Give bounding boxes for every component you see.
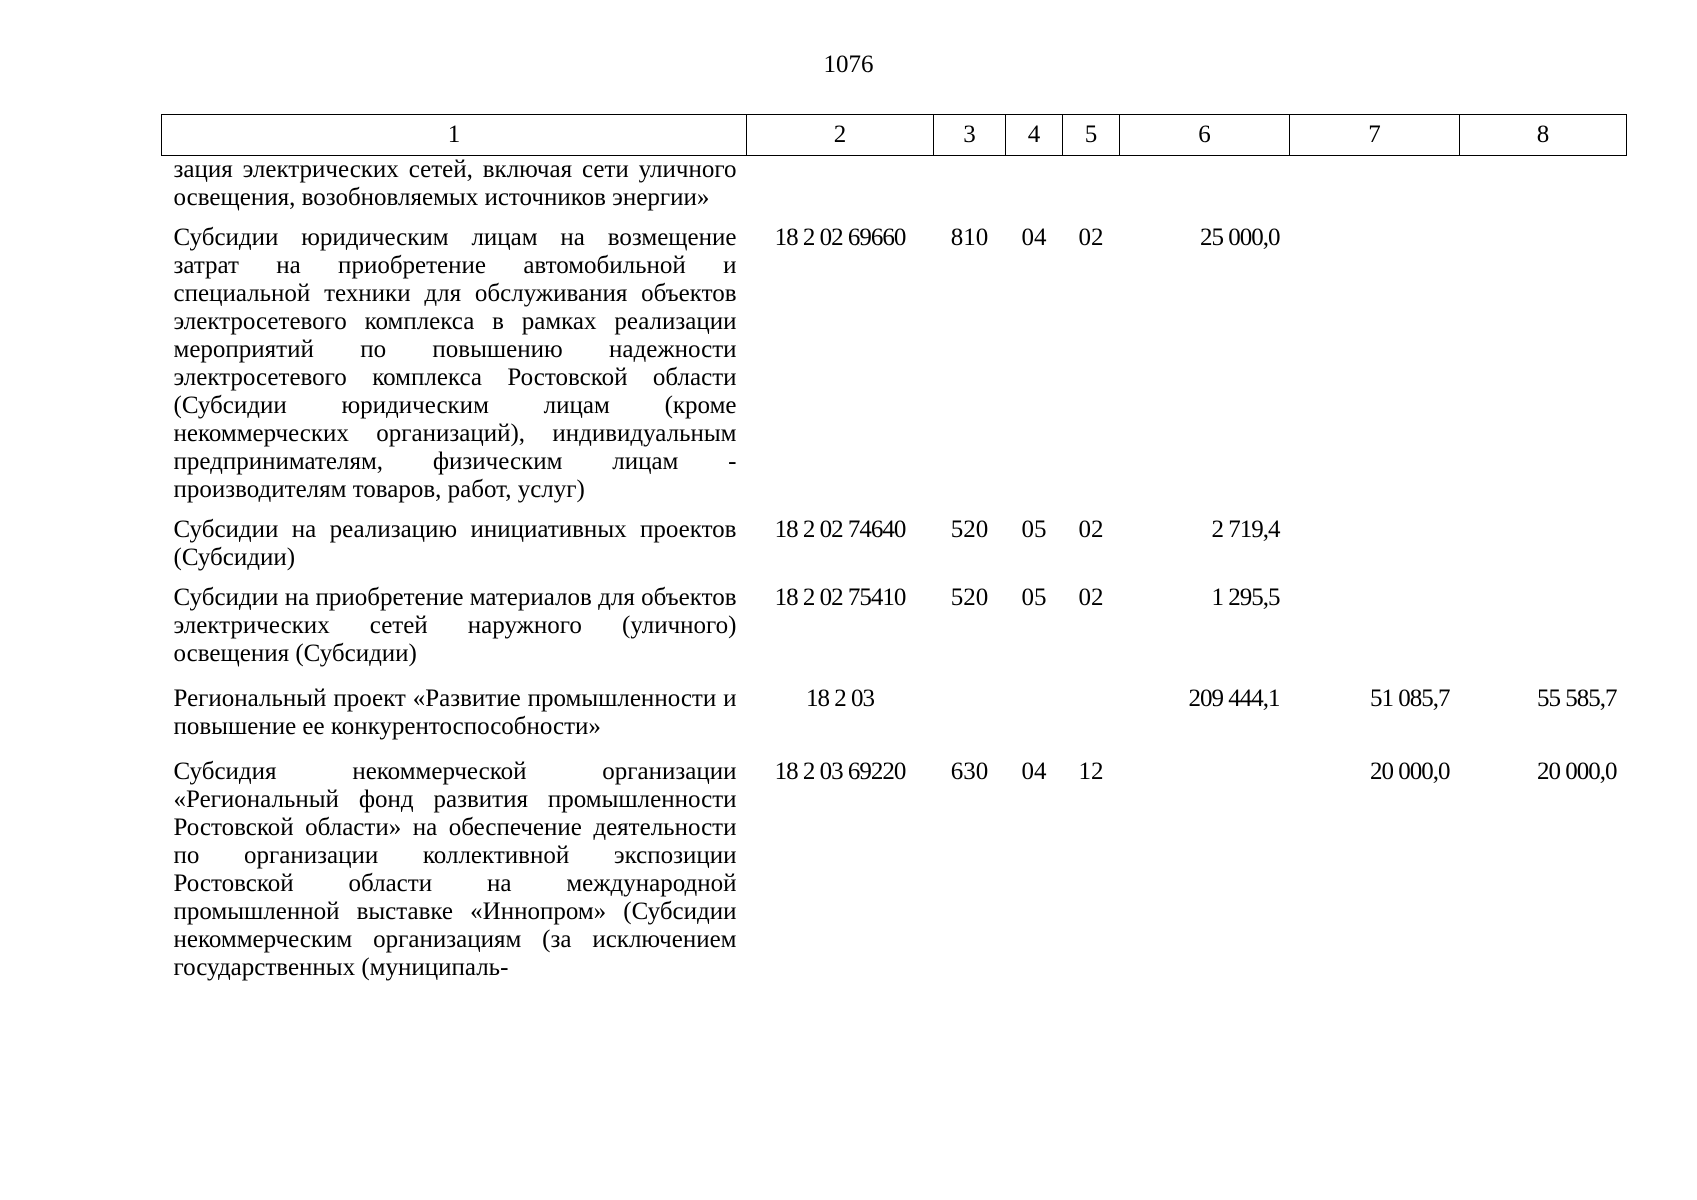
row-section: 05 [1021, 584, 1047, 611]
row-amount-col6 [1120, 156, 1290, 213]
row-description: Субсидия некоммерческой организации «Региональный фонд развития промышленности Ростовской области» на обеспечение деятельности по организации коллективной экспозиции Ростовской области на международной промышленной выставке «Иннопром» (Субсидии некоммерческим организациям (за исключением государственных (муниципаль- [173, 758, 737, 981]
row-code: 18 2 03 [806, 685, 874, 712]
row-amount-col7: 20 000,0 [1370, 758, 1450, 785]
row-amount-col6: 25 000,0 [1200, 224, 1280, 251]
row-amount-col7: 51 085,7 [1370, 685, 1450, 712]
row-description: Региональный проект «Развитие промышленности и повышение ее конкурентоспособности» [173, 685, 737, 740]
row-amount-col8 [1460, 212, 1627, 504]
row-code: 18 2 02 74640 [774, 516, 906, 543]
row-expense-type [934, 668, 1006, 741]
table-row [162, 572, 1627, 668]
row-amount-col7 [1290, 572, 1460, 668]
table-row [162, 504, 1627, 572]
row-section: 05 [1021, 516, 1047, 543]
row-subsection: 02 [1078, 224, 1104, 251]
row-amount-col8 [1460, 504, 1627, 572]
row-amount-col8 [1460, 572, 1627, 668]
row-amount-col7 [1290, 212, 1460, 504]
row-amount-col8: 55 585,7 [1537, 685, 1617, 712]
row-code: 18 2 02 75410 [774, 584, 906, 611]
table-row [162, 212, 1627, 504]
row-subsection: 02 [1078, 516, 1104, 543]
row-description: зация электрических сетей, включая сети уличного освещения, возобновляемых источников энергии» [173, 156, 737, 211]
row-amount-col6: 209 444,1 [1188, 685, 1280, 712]
row-subsection: 02 [1078, 584, 1104, 611]
table-row [162, 741, 1627, 982]
row-subsection [1063, 668, 1120, 741]
row-section [1006, 668, 1063, 741]
budget-table [161, 114, 1627, 982]
row-subsection: 12 [1078, 758, 1104, 785]
row-amount-col7 [1290, 156, 1460, 213]
table-row [162, 156, 1627, 213]
column-header: 7 [1290, 115, 1460, 156]
row-description: Субсидии на приобретение материалов для объектов электрических сетей наружного (уличного) освещения (Субсидии) [173, 584, 737, 667]
row-code: 18 2 02 69660 [774, 224, 906, 251]
column-header: 4 [1006, 115, 1063, 156]
row-amount-col6: 2 719,4 [1211, 516, 1280, 543]
table-row [162, 668, 1627, 741]
column-header: 5 [1063, 115, 1120, 156]
row-code [747, 156, 934, 213]
row-expense-type: 630 [950, 758, 989, 785]
page-number: 1076 [823, 51, 874, 78]
row-section: 04 [1021, 758, 1047, 785]
header-row [162, 115, 1627, 156]
row-section [1006, 156, 1063, 213]
row-amount-col7 [1290, 504, 1460, 572]
column-header: 1 [162, 115, 747, 156]
row-description: Субсидии на реализацию инициативных проектов (Субсидии) [173, 516, 737, 571]
row-amount-col8: 20 000,0 [1537, 758, 1617, 785]
row-amount-col8 [1460, 156, 1627, 213]
row-amount-col6: 1 295,5 [1211, 584, 1280, 611]
column-header: 3 [934, 115, 1006, 156]
row-expense-type [934, 156, 1006, 213]
column-header: 6 [1120, 115, 1290, 156]
row-expense-type: 810 [950, 224, 989, 251]
row-code: 18 2 03 69220 [774, 758, 906, 785]
row-amount-col6 [1120, 741, 1290, 982]
row-description: Субсидии юридическим лицам на возмещение затрат на приобретение автомобильной и специальной техники для обслуживания объектов электросетевого комплекса в рамках реализации мероприятий по повышению надежности электросетевого комплекса Ростовской области (Субсидии юридическим лицам (кроме некоммерческих организаций), индивидуальным предпринимателям, физическим лицам - производителям товаров, работ, услуг) [173, 224, 737, 503]
row-subsection [1063, 156, 1120, 213]
row-section: 04 [1021, 224, 1047, 251]
row-expense-type: 520 [950, 516, 989, 543]
row-expense-type: 520 [950, 584, 989, 611]
column-header: 2 [747, 115, 934, 156]
column-header: 8 [1460, 115, 1627, 156]
